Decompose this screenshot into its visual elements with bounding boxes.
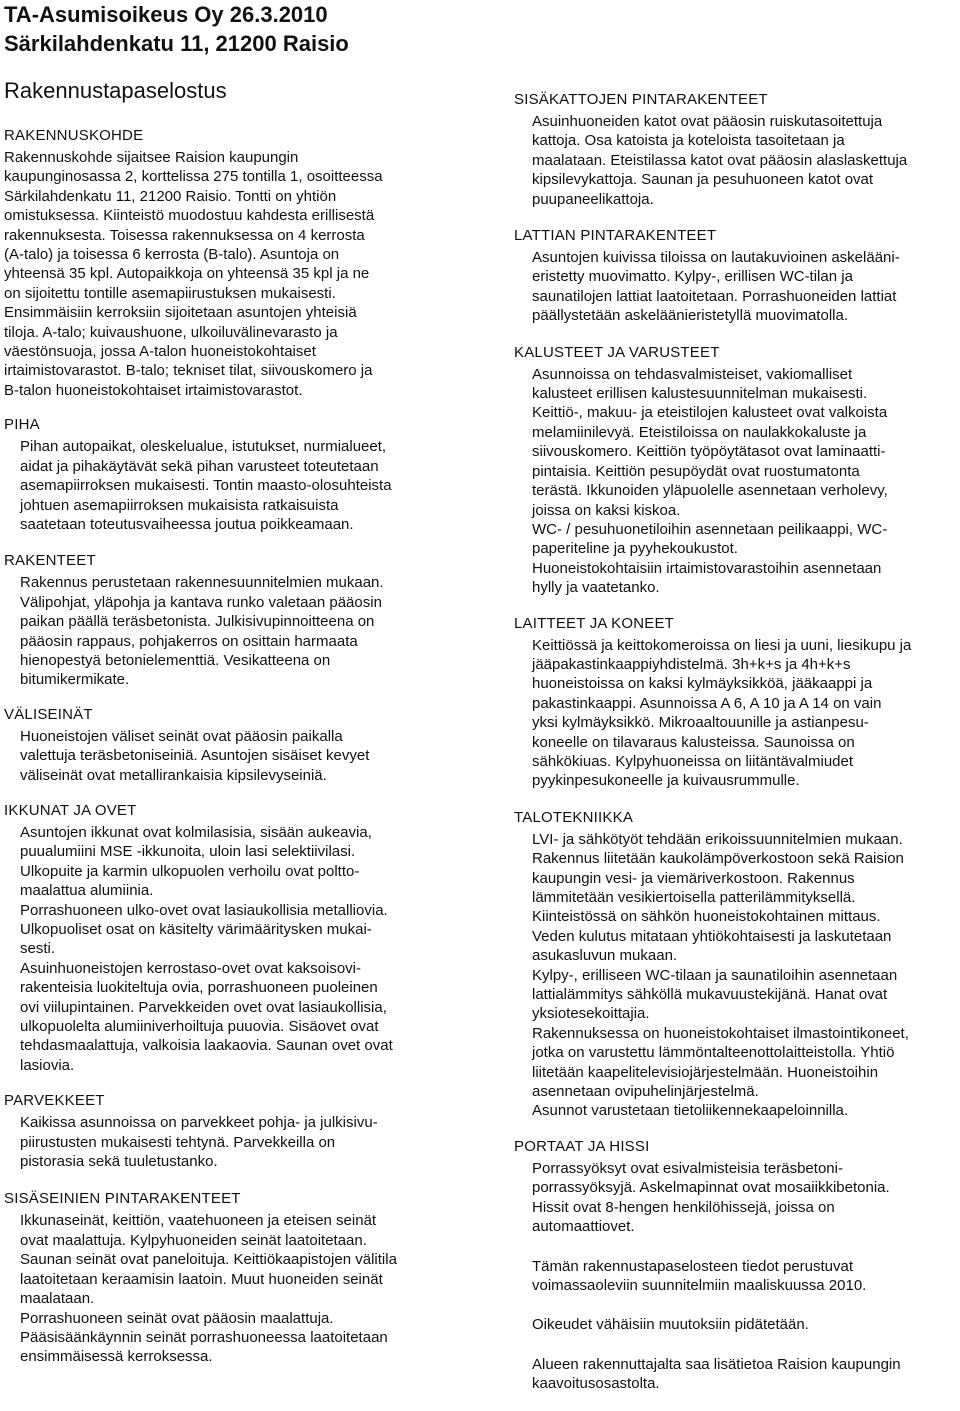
section-sisaseinien-pintarakenteet	[4, 1189, 466, 1366]
text-line: ensimmäisessä kerroksessa.	[20, 1348, 213, 1366]
section-valiseinat	[4, 705, 466, 785]
text-line: Hissit ovat 8-hengen henkilöhissejä, joissa on	[532, 1198, 835, 1216]
text-line: päällystetään askeläänieristetyllä muovimatolla.	[532, 307, 848, 325]
section-body	[514, 636, 960, 791]
text-line: Välipohjat, yläpohja ja kantava runko valetaan pääosin	[20, 593, 382, 611]
section-portaat-ja-hissi	[514, 1137, 960, 1237]
text-line: voimassaoleviin suunnitelmiin maaliskuussa 2010.	[532, 1276, 867, 1294]
text-line: joissa on kaksi kiskoa.	[532, 501, 681, 519]
text-line: Oikeudet vähäisiin muutoksiin pidätetään.	[532, 1316, 809, 1334]
text-line: asennetaan ovipuhelinjärjestelmä.	[532, 1083, 759, 1101]
section-heading: SISÄKATTOJEN PINTARAKENTEET	[514, 91, 768, 108]
text-line: maalataan.	[20, 1290, 95, 1308]
section-heading: PARVEKKEET	[4, 1092, 105, 1110]
text-line: lämmitetään vesikiertoisella patterilämmityksellä.	[532, 889, 856, 906]
text-line: terästä. Ikkunoiden yläpuolelle asennetaan verholevy,	[532, 482, 888, 500]
section-heading: RAKENNUSKOHDE	[4, 127, 144, 144]
text-line: kalusteet erillisen kalustesuunnitelman mukaisesti.	[532, 385, 868, 403]
text-line: pyykinpesukoneelle ja kuivausrummulle.	[532, 772, 800, 790]
text-line: johtuen asemapiirroksen mukaisista ratkaisuista	[20, 496, 339, 514]
text-line: väliseinät ovat metallirankaisia kipsilevyseiniä.	[20, 766, 327, 784]
section-body	[514, 830, 960, 1121]
section-piha	[4, 415, 466, 534]
text-line: Asunnot varustetaan tietoliikennekaapeloinnilla.	[532, 1102, 849, 1120]
text-line: B-talon huoneistokohtaiset irtaimistovarastot.	[4, 381, 303, 399]
text-line: Asuinhuoneistojen kerrostaso-ovet ovat kaksoisovi-	[20, 959, 362, 977]
text-line: Alueen rakennuttajalta saa lisätietoa Raision kaupungin	[532, 1355, 901, 1373]
section-ikkunat-ja-ovet	[4, 801, 466, 1075]
left-column	[4, 126, 466, 1367]
text-line: siivouskomero. Keittiön työpöytätasot ovat laminaatti-	[532, 443, 886, 461]
text-line: Särkilahdenkatu 11, 21200 Raisio. Tontti on yhtiön	[4, 187, 337, 205]
text-line: pääosin rappaus, pohjakerros on osittain harmaata	[20, 632, 358, 650]
text-line: Rakennuksessa on huoneistokohtaiset ilmastointikoneet,	[532, 1024, 909, 1042]
section-heading: RAKENTEET	[4, 552, 96, 570]
text-line: saunatilojen lattiat laatoitetaan. Porrashuoneiden lattiat	[532, 287, 897, 305]
text-line: jääpakastinkaappiyhdistelmä. 3h+k+s ja 4h+k+s	[532, 655, 851, 673]
text-line: on sijoitettu tontille asemapiirustuksen mukaisesti.	[4, 284, 336, 302]
text-line: irtaimistovarastot. B-talo; tekniset tilat, siivouskomero ja	[4, 362, 373, 380]
text-line: tehdasmaalattuja, valkoisia laakaovia. Saunan ovet ovat	[20, 1037, 393, 1055]
section-parvekkeet	[4, 1091, 466, 1171]
text-line: ovi viilupintainen. Parvekkeiden ovet ovat lasiaukollisia,	[20, 998, 387, 1016]
text-line: kattoja. Osa katoista ja koteloista tasoitetaan ja	[532, 132, 845, 150]
text-line: Huoneistokohtaisiin irtaimistovarastoihin asennetaan	[532, 559, 882, 577]
text-line: Saunan seinät ovat paneloituja. Keittiökaapistojen välitila	[20, 1251, 397, 1269]
section-kalusteet-ja-varusteet	[514, 343, 960, 598]
text-line: yksi kylmäyksikkö. Mikroaaltouunille ja astianpesu-	[532, 714, 869, 732]
section-heading: KALUSTEET JA VARUSTEET	[514, 343, 720, 361]
text-line: Porrashuoneen seinät ovat pääosin maalattuja.	[20, 1309, 334, 1327]
text-line: lattialämmitys sähköllä mukavuustekijänä. Hanat ovat	[532, 986, 888, 1004]
text-line: Ulkopuoliset osat on käsitelty värimääritysken mukai-	[20, 921, 372, 938]
text-line: Keittiö-, makuu- ja eteistilojen kalusteet ovat valkoista	[532, 404, 888, 422]
text-line: asemapiirroksen mukaisesti. Tontin maasto-olosuhteista	[20, 477, 392, 495]
text-line: Veden kulutus mitataan yhtiökohtaisesti ja laskutetaan	[532, 927, 892, 945]
section-heading: IKKUNAT JA OVET	[4, 801, 137, 819]
text-line: Rakennuskohde sijaitsee Raision kaupungin	[4, 149, 299, 166]
section-body	[514, 112, 960, 209]
text-line: hienopestyä betonielementtiä. Vesikatteena on	[20, 651, 331, 669]
text-line: Pihan autopaikat, oleskelualue, istutukset, nurmialueet,	[20, 438, 387, 456]
text-line: liitetään kaapelitelevisiojärjestelmään. Huoneistoihin	[532, 1063, 879, 1081]
closing-notes	[514, 1257, 960, 1394]
section-body	[4, 1113, 466, 1171]
text-line: kaupunginosassa 2, korttelissa 275 tontilla 1, osoitteessa	[4, 168, 383, 186]
text-line: sesti.	[20, 940, 56, 958]
text-line: bitumikermikate.	[20, 671, 130, 689]
text-line: Ensimmäisiin kerroksiin sijoitetaan asuntojen yhteisiä	[4, 304, 357, 322]
text-line: piirustusten mukaisesti tehtynä. Parvekkeilla on	[20, 1133, 336, 1151]
text-line: automaattiovet.	[532, 1218, 635, 1236]
section-lattian-pintarakenteet	[514, 226, 960, 326]
text-line: jotka on varustettu lämmöntalteenottolaitteistolla. Yhtiö	[532, 1044, 895, 1062]
text-line: puualumiini MSE -ikkunoita, uloin lasi selektiivilasi.	[20, 843, 356, 861]
text-line: Asuinhuoneiden katot ovat pääosin ruiskutasoitettuja	[532, 113, 883, 130]
text-line: Huoneistojen väliset seinät ovat pääosin paikalla	[20, 727, 343, 745]
text-line: maalataan. Eteistilassa katot ovat pääosin alaslaskettuja	[532, 151, 908, 169]
section-sisakattojen-pintarakenteet	[514, 90, 960, 209]
text-line: Kylpy-, erilliseen WC-tilaan ja saunatiloihin asennetaan	[532, 966, 898, 984]
closing-note	[514, 1257, 960, 1296]
document-header	[4, 0, 349, 58]
section-heading: LATTIAN PINTARAKENTEET	[514, 227, 717, 245]
text-line: Kaikissa asunnoissa on parvekkeet pohja- ja julkisivu-	[20, 1114, 378, 1132]
section-rakennuskohde	[4, 126, 466, 400]
text-line: omistuksessa. Kiinteistö muodostuu kahdesta erillisestä	[4, 207, 375, 225]
closing-note	[514, 1315, 960, 1334]
text-line: kipsilevykattoja. Saunan ja pesuhuoneen katot ovat	[532, 171, 874, 189]
section-rakenteet	[4, 551, 466, 689]
text-line: lasiovia.	[20, 1056, 75, 1074]
section-laitteet-ja-koneet	[514, 614, 960, 791]
text-line: kaavoitusosastolta.	[532, 1375, 660, 1393]
section-body	[4, 573, 466, 689]
text-line: (A-talo) ja toisessa 6 kerrosta (B-talo). Asuntoja on	[4, 246, 340, 264]
text-line: kaupungin vesi- ja viemäriverkostoon. Rakennus	[532, 869, 855, 887]
text-line: Pääsisäänkäynnin seinät porrashuoneessa laatoitetaan	[20, 1328, 388, 1346]
text-line: melamiinilevyä. Eteistiloissa on naulakkokaluste ja	[532, 423, 867, 441]
text-line: Tämän rakennustapaselosteen tiedot perustuvat	[532, 1257, 854, 1275]
text-line: saatetaan toteutusvaiheessa joutua poikkeamaan.	[20, 515, 354, 533]
section-body	[514, 1159, 960, 1237]
text-line: Asuntojen kuivissa tiloissa on lautakuvioinen askelääni-	[532, 249, 900, 267]
closing-note	[514, 1355, 960, 1394]
text-line: Asunnoissa on tehdasvalmisteiset, vakiomalliset	[532, 365, 853, 383]
text-line: Ikkunaseinät, keittiön, vaatehuoneen ja eteisen seinät	[20, 1212, 377, 1230]
text-line: porrassyöksyjä. Askelmapinnat ovat mosaiikkibetonia.	[532, 1179, 890, 1197]
text-line: puupaneelikattoja.	[532, 190, 654, 208]
text-line: Ulkopuite ja karmin ulkopuolen verhoilu ovat poltto-	[20, 862, 360, 880]
text-line: eristetty muovimatto. Kylpy-, erillisen WC-tilan ja	[532, 268, 853, 286]
text-line: ulkopuolelta alumiiniverhoiltuja puuovia. Sisäovet ovat	[20, 1018, 379, 1036]
text-line: väestönsuoja, jossa A-talon huoneistokohtaiset	[4, 343, 316, 361]
text-line: asukasluvun mukaan.	[532, 947, 678, 965]
section-heading: PIHA	[4, 416, 40, 434]
text-line: LVI- ja sähkötyöt tehdään erikoissuunnitelmien mukaan.	[532, 830, 903, 848]
section-body	[4, 823, 466, 1075]
text-line: Porrassyöksyt ovat esivalmisteisia teräsbetoni-	[532, 1159, 843, 1177]
section-body	[4, 727, 466, 785]
text-line: aidat ja pihakäytävät sekä pihan varusteet toteutetaan	[20, 457, 379, 475]
text-line: paperiteline ja pyyhekoukustot.	[532, 540, 738, 558]
section-heading: TALOTEKNIIKKA	[514, 808, 634, 826]
text-line: ovat maalattuja. Kylpyhuoneiden seinät laatoitetaan.	[20, 1231, 367, 1249]
text-line: maalattua alumiinia.	[20, 882, 154, 900]
text-line: Keittiössä ja keittokomeroissa on liesi ja uuni, liesikupu ja	[532, 636, 912, 654]
text-line: pintaisia. Keittiön pesupöydät ovat ruostumatonta	[532, 462, 860, 480]
text-line: WC- / pesuhuonetiloihin asennetaan peilikaappi, WC-	[532, 520, 888, 538]
text-line: Porrashuoneen ulko-ovet ovat lasiaukollisia metalliovia.	[20, 901, 388, 919]
text-line: Rakennus perustetaan rakennesuunnitelmien mukaan.	[20, 574, 384, 592]
text-line: yhteensä 35 kpl. Autopaikkoja on yhteensä 35 kpl ja ne	[4, 265, 370, 283]
text-line: paikan päällä teräsbetonista. Julkisivupinnoitteena on	[20, 613, 375, 631]
section-heading: LAITTEET JA KONEET	[514, 614, 675, 632]
text-line: sähkökiuas. Kylpyhuoneissa on liitäntävalmiudet	[532, 752, 854, 770]
section-body	[514, 365, 960, 598]
text-line: Kiinteistössä on sähkön huoneistokohtainen mittaus.	[532, 908, 881, 926]
section-heading: SISÄSEINIEN PINTARAKENTEET	[4, 1190, 241, 1208]
text-line: yksiotesekoittajia.	[532, 1005, 650, 1023]
right-column	[514, 90, 960, 1394]
section-heading: PORTAAT JA HISSI	[514, 1137, 650, 1155]
section-body	[4, 1211, 466, 1366]
text-line: rakennuksesta. Toisessa rakennuksessa on 4 kerrosta	[4, 226, 365, 244]
text-line: Asuntojen ikkunat ovat kolmilasisia, sisään aukeavia,	[20, 823, 372, 841]
text-line: valettuja teräsbetoniseiniä. Asuntojen sisäiset kevyet	[20, 747, 370, 765]
text-line: pakastinkaappi. Asunnoissa A 6, A 10 ja A 14 on vain	[532, 694, 882, 712]
section-body	[4, 148, 466, 400]
text-line: hylly ja vaatetanko.	[532, 579, 660, 597]
address-line: Särkilahdenkatu 11, 21200 Raisio	[4, 31, 349, 56]
section-talotekniikka	[514, 808, 960, 1121]
section-body	[4, 437, 466, 534]
section-heading: VÄLISEINÄT	[4, 705, 93, 723]
document-title: Rakennustapaselostus	[4, 78, 227, 103]
text-line: huoneistoissa on kaksi kylmäyksikköä, jääkaappi ja	[532, 675, 873, 693]
text-line: Rakennus liitetään kaukolämpöverkostoon sekä Raision	[532, 850, 904, 868]
text-line: tiloja. A-talo; kuivaushuone, ulkoiluvälinevarasto ja	[4, 323, 338, 341]
text-line: rakenteisia luokiteltuja ovia, porrashuoneen puoleinen	[20, 979, 378, 997]
section-body	[514, 248, 960, 326]
text-line: pistorasia sekä tuuletustanko.	[20, 1153, 218, 1171]
company-date-line: TA-Asumisoikeus Oy 26.3.2010	[4, 2, 328, 27]
text-line: laatoitetaan keraamisin laatoin. Muut huoneiden seinät	[20, 1270, 383, 1288]
text-line: koneelle on tilavaraus kalusteissa. Saunoissa on	[532, 733, 855, 751]
